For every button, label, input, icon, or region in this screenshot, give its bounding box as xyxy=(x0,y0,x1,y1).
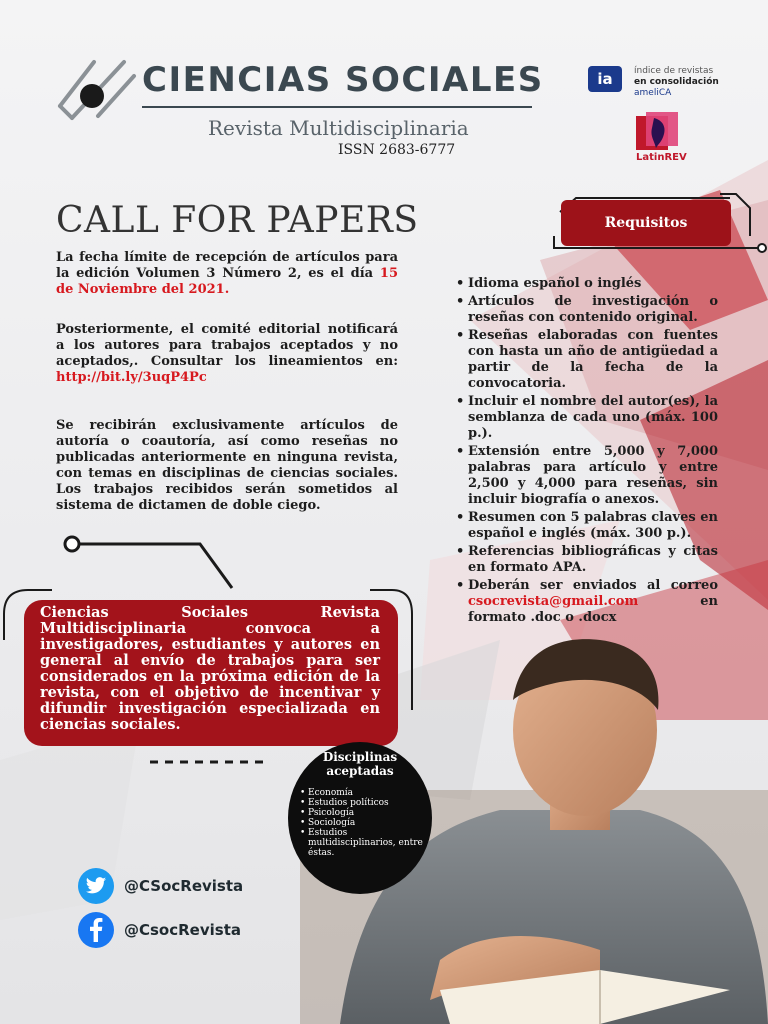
list-item: • Artículos de investigación o reseñas con contenido original. xyxy=(456,294,718,326)
list-item: • Psicología xyxy=(300,808,428,818)
title-divider xyxy=(142,106,532,108)
callout-text: Ciencias Sociales Revista Multidisciplinaria convoca a investigadores, estudiantes y autores en general al envío de trabajos para ser considerados en la próxima edición de la revista, con el objetivo de incentivar y difundir investigación especializada en ciencias sociales. xyxy=(40,604,380,733)
guidelines-link[interactable]: http://bit.ly/3uqP4Pc xyxy=(56,370,207,385)
twitter-icon xyxy=(78,868,114,904)
facebook-handle: @CsocRevista xyxy=(124,921,241,939)
latinrev-logo xyxy=(636,112,680,152)
list-item: • Reseñas elaboradas con fuentes con hasta un año de antigüedad a partir de la fecha de la convocatoria. xyxy=(456,328,718,392)
journal-subtitle: Revista Multidisciplinaria xyxy=(208,116,469,140)
amelica-logo: ia xyxy=(588,66,622,92)
journal-title: CIENCIAS SOCIALES xyxy=(142,60,544,100)
twitter-link[interactable] xyxy=(78,866,243,906)
notification-paragraph: Posteriormente, el comité editorial notificará a los autores para trabajos aceptados y no aceptados,. Consultar los lineamientos en: http://bit.ly/3uqP4Pc xyxy=(56,322,398,385)
list-item: • Estudios políticos xyxy=(300,798,428,808)
facebook-link[interactable] xyxy=(78,910,241,950)
facebook-icon xyxy=(78,912,114,948)
list-item: • Estudios multidisciplinarios, entre éstas. xyxy=(300,828,428,858)
disciplinas-title: Disciplinas aceptadas xyxy=(322,750,398,778)
requisitos-button[interactable]: Requisitos xyxy=(561,200,731,246)
deadline-paragraph: La fecha límite de recepción de artículos para la edición Volumen 3 Número 2, es el día 15 de Noviembre del 2021. xyxy=(56,250,398,297)
list-item: • Economía xyxy=(300,788,428,798)
list-item: • Deberán ser enviados al correo csocrevista@gmail.com en formato .doc o .docx xyxy=(456,578,718,626)
issn-label: ISSN 2683-6777 xyxy=(338,142,456,158)
amelica-badge-text: índice de revistas en consolidación ameliCA xyxy=(634,66,719,98)
twitter-handle: @CSocRevista xyxy=(124,877,244,895)
list-item: • Idioma español o inglés xyxy=(456,276,718,292)
list-item: • Referencias bibliográficas y citas en formato APA. xyxy=(456,544,718,576)
requisitos-list xyxy=(456,276,718,628)
list-item: • Resumen con 5 palabras claves en español e inglés (máx. 300 p.). xyxy=(456,510,718,542)
list-item: • Incluir el nombre del autor(es), la semblanza de cada uno (máx. 100 p.). xyxy=(456,394,718,442)
scope-paragraph: Se recibirán exclusivamente artículos de autoría o coautoría, así como reseñas no publicadas anteriormente en ninguna revista, con temas en disciplinas de ciencias sociales. Los trabajos recibidos serán sometidos al sistema de dictamen de doble ciego. xyxy=(56,418,398,513)
call-for-papers-heading: CALL FOR PAPERS xyxy=(56,200,419,241)
disciplinas-list xyxy=(300,788,428,858)
latinrev-label: LatinREV xyxy=(636,152,687,163)
contact-email-link[interactable]: csocrevista@gmail.com xyxy=(468,594,639,609)
deadline-date: 15 de Noviembre del 2021. xyxy=(56,266,398,297)
list-item: • Extensión entre 5,000 y 7,000 palabras para artículo y entre 2,500 y 4,000 para reseñas, sin incluir biografía o anexos. xyxy=(456,444,718,508)
journal-logo xyxy=(54,56,140,122)
list-item: • Sociología xyxy=(300,818,428,828)
